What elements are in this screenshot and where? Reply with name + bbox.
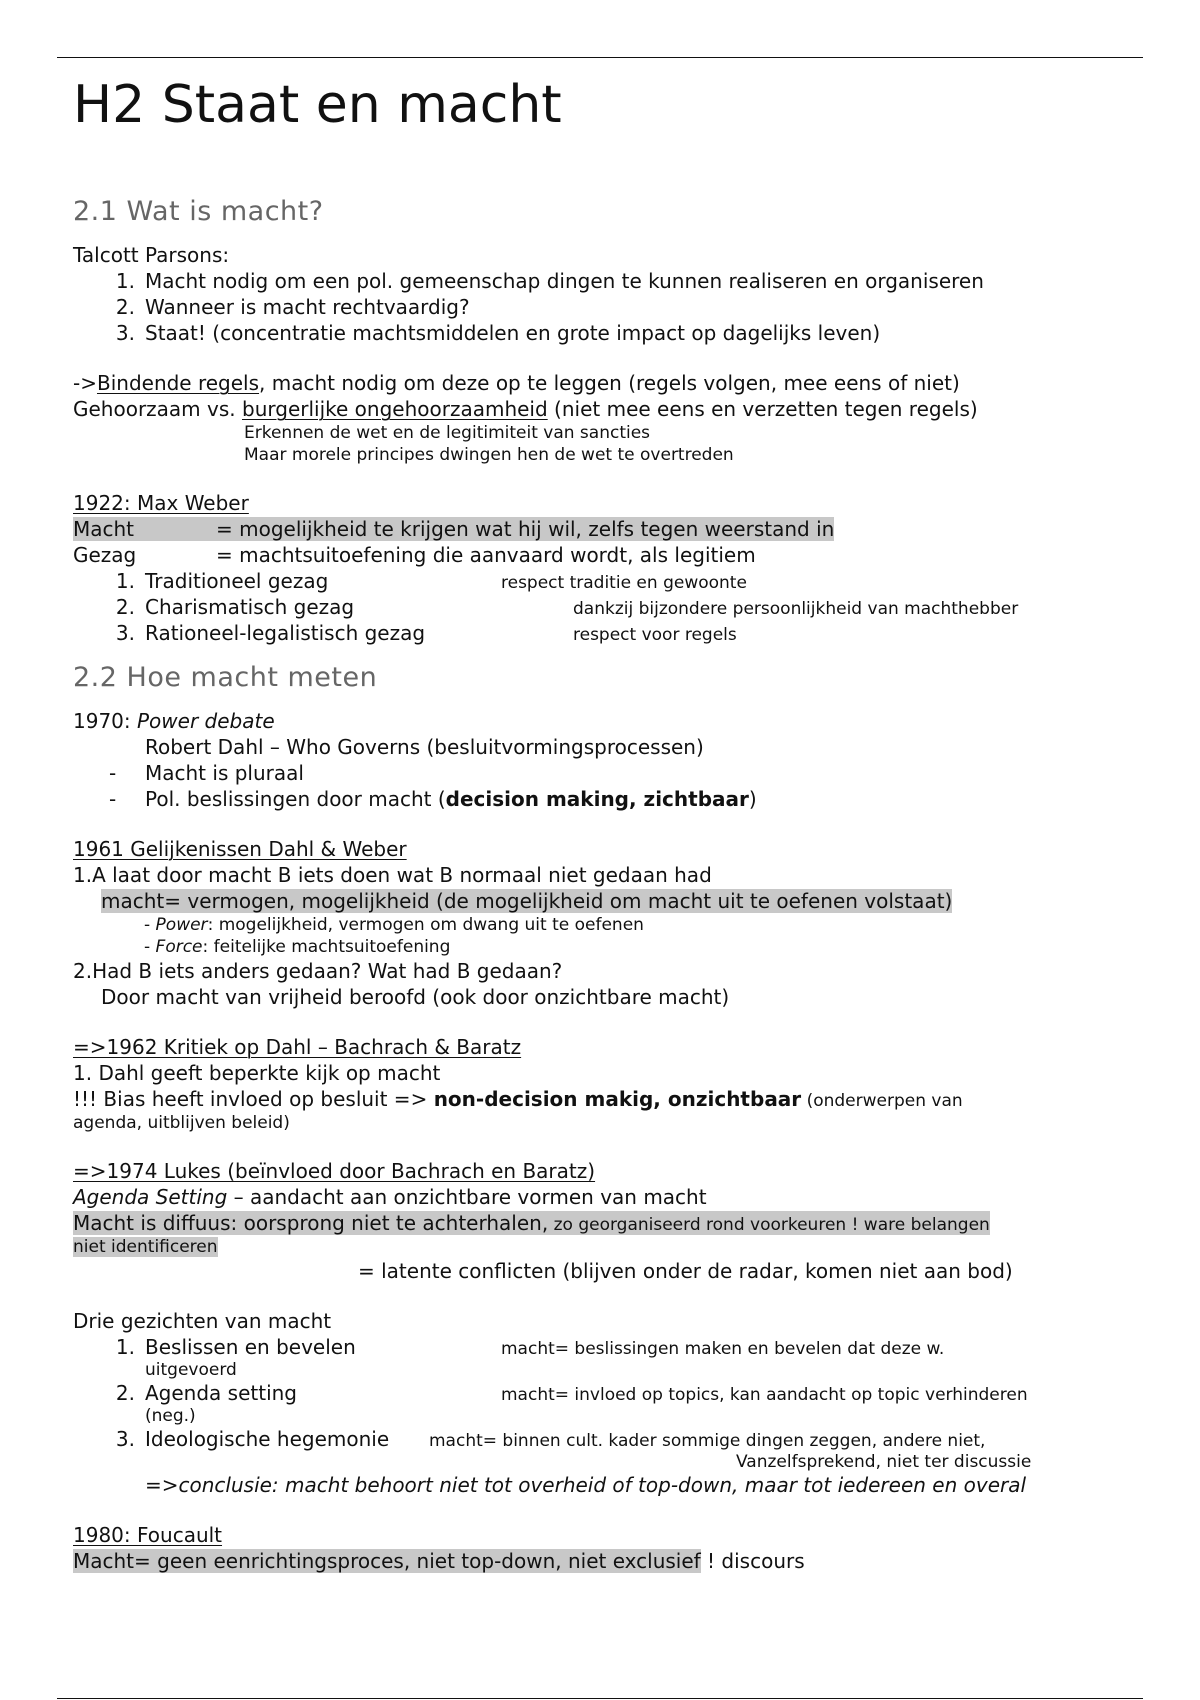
diffuus-line: Macht is diffuus: oorsprong niet te achterhalen, zo georganiseerd rond voorkeuren ! ware belangen: [73, 1211, 990, 1235]
dash-item: - Pol. beslissingen door macht (decision making, zichtbaar): [109, 787, 757, 811]
latent-conflicts: = latente conflicten (blijven onder de radar, komen niet aan bod): [358, 1259, 1013, 1283]
list-item: 3. Staat! (concentratie machtsmiddelen en grote impact op dagelijks leven): [115, 321, 881, 345]
bindende-regels-line: ->Bindende regels, macht nodig om deze op te leggen (regels volgen, mee eens of niet): [73, 371, 960, 395]
lukes-heading: =>1974 Lukes (beïnvloed door Bachrach en Baratz): [73, 1159, 596, 1183]
dahl-line: Robert Dahl – Who Governs (besluitvormingsprocessen): [145, 735, 704, 759]
drie-gezichten-label: Drie gezichten van macht: [73, 1309, 332, 1333]
sub-note: Maar morele principes dwingen hen de wet te overtreden: [244, 445, 734, 465]
list-item-cont: (neg.): [145, 1406, 196, 1426]
list-item: 1. Macht nodig om een pol. gemeenschap dingen te kunnen realiseren en organiseren: [115, 269, 984, 293]
list-item-cont: Vanzelfsprekend, niet ter discussie: [736, 1452, 1032, 1472]
list-item: 2. Wanneer is macht rechtvaardig?: [115, 295, 470, 319]
power-debate-line: 1970: Power debate: [73, 709, 275, 733]
conclusie: =>conclusie: macht behoort niet tot overheid of top-down, maar tot iedereen en overal: [145, 1473, 1027, 1497]
parsons-label: Talcott Parsons:: [73, 243, 230, 267]
kritiek-point-1: 1. Dahl geeft beperkte kijk op macht: [73, 1061, 441, 1085]
document-page: [73, 70, 1143, 1574]
top-rule: [57, 57, 1143, 58]
gelijkenissen-heading: 1961 Gelijkenissen Dahl & Weber: [73, 837, 407, 861]
page-title: H2 Staat en macht: [73, 75, 562, 135]
foucault-definition: Macht= geen eenrichtingsproces, niet top-down, niet exclusief ! discours: [73, 1549, 805, 1573]
agenda-setting-line: Agenda Setting – aandacht aan onzichtbare vormen van macht: [73, 1185, 707, 1209]
macht-definition: Macht = mogelijkheid te krijgen wat hij wil, zelfs tegen weerstand in: [73, 517, 835, 541]
dash-item: - Macht is pluraal: [109, 761, 304, 785]
power-note: - Power: mogelijkheid, vermogen om dwang uit te oefenen: [144, 915, 644, 935]
list-item: 3. Ideologische hegemonie macht= binnen cult. kader sommige dingen zeggen, andere niet,: [115, 1427, 986, 1451]
faces-list: [73, 1334, 1143, 1472]
list-item: 1. Beslissen en bevelen macht= beslissingen maken en bevelen dat deze w.: [115, 1335, 945, 1359]
gelijk-highlight: macht= vermogen, mogelijkheid (de mogelijkheid om macht uit te oefenen volstaat): [101, 889, 953, 913]
list-item: 2. Charismatisch gezag dankzij bijzondere persoonlijkheid van machthebber: [115, 595, 1019, 619]
diffuus-cont: niet identificeren: [73, 1237, 218, 1257]
gelijk-point-2b: Door macht van vrijheid beroofd (ook door onzichtbare macht): [101, 985, 730, 1009]
weber-heading: 1922: Max Weber: [73, 491, 249, 515]
foucault-heading: 1980: Foucault: [73, 1523, 223, 1547]
force-note: - Force: feitelijke machtsuitoefening: [144, 937, 451, 957]
bottom-rule: [57, 1698, 1143, 1699]
gezag-list: [73, 568, 1143, 646]
list-item: 1. Traditioneel gezag respect traditie en gewoonte: [115, 569, 747, 593]
list-item: 3. Rationeel-legalistisch gezag respect voor regels: [115, 621, 737, 645]
gelijk-point-1: 1.A laat door macht B iets doen wat B normaal niet gedaan had: [73, 863, 712, 887]
kritiek-heading: =>1962 Kritiek op Dahl – Bachrach & Baratz: [73, 1035, 522, 1059]
bias-cont: agenda, uitblijven beleid): [73, 1113, 290, 1133]
sub-note: Erkennen de wet en de legitimiteit van sancties: [244, 423, 651, 443]
gehoorzaam-line: Gehoorzaam vs. burgerlijke ongehoorzaamheid (niet mee eens en verzetten tegen regels): [73, 397, 978, 421]
gelijk-point-2: 2.Had B iets anders gedaan? Wat had B gedaan?: [73, 959, 563, 983]
parsons-list: [73, 268, 1143, 346]
section-heading-2-1: 2.1 Wat is macht?: [73, 196, 324, 227]
list-item-cont: uitgevoerd: [145, 1360, 237, 1380]
gezag-definition: Gezag = machtsuitoefening die aanvaard wordt, als legitiem: [73, 543, 756, 567]
list-item: 2. Agenda setting macht= invloed op topics, kan aandacht op topic verhinderen: [115, 1381, 1028, 1405]
section-heading-2-2: 2.2 Hoe macht meten: [73, 662, 378, 693]
bias-line: !!! Bias heeft invloed op besluit => non-decision makig, onzichtbaar (onderwerpen van: [73, 1087, 963, 1111]
